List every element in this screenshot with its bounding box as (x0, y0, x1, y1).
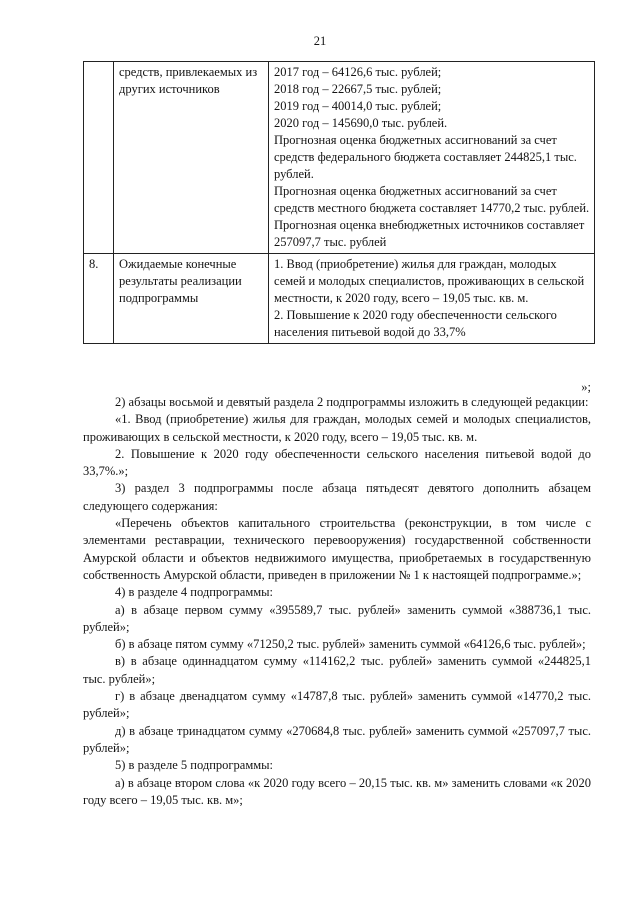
value-line: 2. Повышение к 2020 году обеспеченности сельского населения питьевой водой до 33,7% (274, 308, 557, 339)
value-line: 2019 год – 40014,0 тыс. рублей; (274, 99, 442, 113)
row-number (84, 62, 114, 254)
paragraph: а) в абзаце первом сумму «395589,7 тыс. рублей» заменить суммой «388736,1 тыс. рублей»; (83, 602, 591, 634)
value-line: 2017 год – 64126,6 тыс. рублей; (274, 65, 442, 79)
paragraph: г) в абзаце двенадцатом сумму «14787,8 тыс. рублей» заменить суммой «14770,2 тыс. рублей»; (83, 689, 591, 721)
table-row (84, 62, 595, 254)
amendment-text (83, 394, 591, 809)
paragraph: 2) абзацы восьмой и девятый раздела 2 подпрограммы изложить в следующей редакции: (115, 395, 589, 409)
value-line: Прогнозная оценка внебюджетных источников составляет 257097,7 тыс. рублей (274, 218, 585, 249)
table-row (84, 254, 595, 344)
paragraph: 2. Повышение к 2020 году обеспеченности сельского населения питьевой водой до 33,7%.»; (83, 446, 591, 479)
paragraph: «Перечень объектов капитального строительства (реконструкции, в том числе с элементами реставрации, технического перевооружения) государственной собственности Амурской области и объектов недвижимого имущества, приобретаемых в государственную собственность Амурской области, приведен в приложении № 1 к настоящей подпрограмме.»; (83, 516, 591, 582)
paragraph: 5) в разделе 5 подпрограммы: (115, 758, 274, 773)
paragraph: «1. Ввод (приобретение) жилья для граждан, молодых семей и молодых специалистов, проживающих в сельской местности, к 2020 году, всего – 19,05 тыс. кв. м. (83, 412, 591, 444)
row-value (269, 254, 595, 344)
program-passport-table (83, 61, 595, 344)
paragraph: 4) в разделе 4 подпрограммы: (115, 585, 274, 600)
value-line: 1. Ввод (приобретение) жилья для граждан, молодых семей и молодых специалистов, проживающих в сельской местности, к 2020 году, всего – 19,05 тыс. кв. м. (274, 257, 585, 305)
paragraph: а) в абзаце втором слова «к 2020 году всего – 20,15 тыс. кв. м» заменить словами «к 2020 году всего – 19,05 тыс. кв. м»; (83, 775, 591, 807)
value-line: 2018 год – 22667,5 тыс. рублей; (274, 82, 442, 96)
paragraph: д) в абзаце тринадцатом сумму «270684,8 тыс. рублей» заменить суммой «257097,7 тыс. рублей»; (83, 723, 591, 755)
value-line: 2020 год – 145690,0 тыс. рублей. (274, 116, 448, 130)
row-value (269, 62, 595, 254)
closing-quote: »; (581, 380, 591, 394)
value-line: Прогнозная оценка бюджетных ассигнований за счет средств местного бюджета составляет 14770,2 тыс. рублей. (274, 184, 590, 215)
value-line: Прогнозная оценка бюджетных ассигнований за счет средств федерального бюджета составляет 244825,1 тыс. рублей. (274, 133, 577, 181)
page-number: 21 (313, 34, 327, 48)
paragraph: б) в абзаце пятом сумму «71250,2 тыс. рублей» заменить суммой «64126,6 тыс. рублей»; (115, 637, 586, 652)
paragraph: в) в абзаце одиннадцатом сумму «114162,2 тыс. рублей» заменить суммой «244825,1 тыс. рублей»; (83, 654, 591, 686)
row-number: 8. (84, 254, 114, 344)
row-label: средств, привлекаемых из других источников (114, 62, 269, 254)
paragraph: 3) раздел 3 подпрограммы после абзаца пятьдесят девятого дополнить абзацем следующего содержания: (83, 481, 591, 513)
row-label: Ожидаемые конечные результаты реализации подпрограммы (114, 254, 269, 344)
